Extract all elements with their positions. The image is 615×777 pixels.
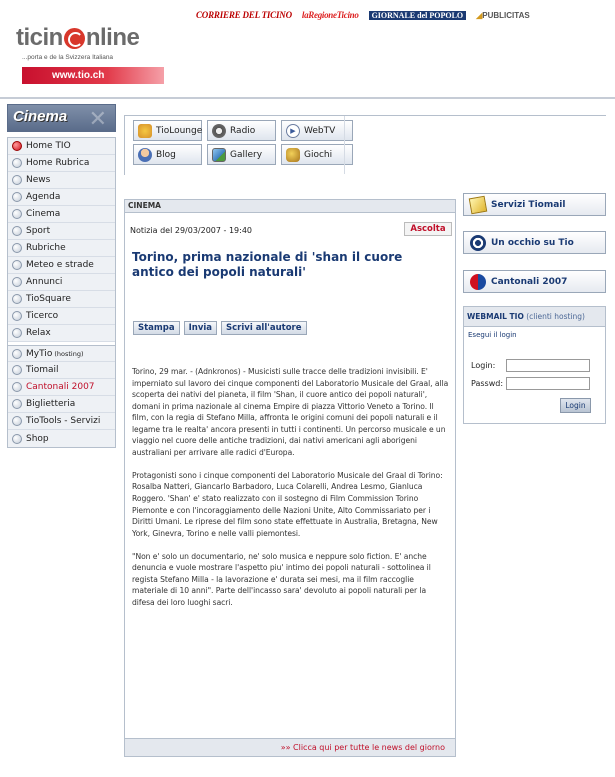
- sidebar-item-tiomail[interactable]: [8, 362, 115, 379]
- section-header-cinema: [7, 104, 116, 132]
- login-input[interactable]: [506, 359, 590, 372]
- send-button[interactable]: Invia: [184, 321, 217, 335]
- sidebar-item-note: (hosting): [54, 349, 84, 358]
- sidebar-item-label: TioTools - Servizi: [26, 416, 101, 426]
- header-divider: [0, 97, 615, 99]
- sidebar-item-sport[interactable]: [8, 223, 115, 240]
- article-paragraph: Torino, 29 mar. - (Adnkronos) - Musicisti sulle tracce delle tradizioni invisibili. E' imperniato sul lavoro dei cinque componenti del Laboratorio Musicale del Graal, alla scoperta dei nativi del pianeta, il film 'Shan, il cuore antico dei popoli naturali', domani in prima nazionale al cinema Empire di piazza Vittorio Veneto a Torino. Il film, con la regia di Stefano Milla, affronta le origini comuni dei popoli naturali e il legame tra le realta' ancora presenti in tutti i continenti. Un percorso musicale e un viaggio nel cuore delle antiche tradizioni, dai nativi americani agli aborigeni australiani per arrivare alle radici d'Europa.: [132, 367, 449, 457]
- partner-corriere-link[interactable]: CORRIERE DEL TICINO: [196, 10, 292, 20]
- sidebar-item-label: Cantonali 2007: [26, 382, 95, 392]
- gallery-label: Gallery: [230, 149, 263, 160]
- gallery-picture-icon: [212, 148, 226, 162]
- cantonali-2007-button[interactable]: [463, 270, 606, 293]
- sidebar-item-tiosquare[interactable]: [8, 291, 115, 308]
- sidebar-item-cinema[interactable]: [8, 206, 115, 223]
- sidebar-item-label: Cinema: [26, 209, 61, 219]
- occhio-su-tio-label: Un occhio su Tio: [491, 237, 574, 248]
- logo-wordmark: [16, 24, 171, 52]
- section-header-label: Cinema: [13, 108, 68, 125]
- listen-button[interactable]: Ascolta: [404, 222, 452, 236]
- webmail-title: WEBMAIL TIO: [467, 312, 524, 321]
- sidebar-item-label: Relax: [26, 328, 51, 338]
- servizi-tiomail-button[interactable]: [463, 193, 606, 216]
- all-news-link[interactable]: »» Clicca qui per tutte le news del giorno: [280, 743, 445, 752]
- site-logo[interactable]: [16, 24, 171, 94]
- radio-button[interactable]: [207, 120, 276, 141]
- sidebar-item-mytio[interactable]: [8, 345, 115, 362]
- sidebar-item-label: Ticerco: [26, 311, 59, 321]
- sidebar-item-label: Rubriche: [26, 243, 66, 253]
- radio-label: Radio: [230, 125, 256, 136]
- giochi-label: Giochi: [304, 149, 333, 160]
- webtv-play-icon: ▶: [286, 124, 300, 138]
- webmail-instructions: Esegui il login: [468, 331, 517, 339]
- publicitas-mark-icon: ◢: [476, 10, 483, 20]
- bullet-icon: [12, 416, 22, 426]
- bullet-icon: [12, 365, 22, 375]
- giochi-puzzle-icon: [286, 148, 300, 162]
- article-footer: [125, 738, 455, 756]
- sidebar-item-relax[interactable]: [8, 325, 115, 342]
- bullet-icon: [12, 192, 22, 202]
- eye-icon: [470, 235, 486, 251]
- services-bar: [124, 115, 606, 175]
- sidebar-item-label: Sport: [26, 226, 51, 236]
- article-paragraph: "Non e' solo un documentario, ne' solo musica e neppure solo fiction. E' anche denuncia e vuole mostrare l'aspetto piu' intimo dei popoli naturali - sottolinea il regista Stefano Milla - la lavorazione e' durata sei mesi, ma il film raccoglie materiale di 10 anni". Parte dell'incasso sara' devoluto ai popoli naturali per la difesa dei loro luoghi sacri.: [132, 551, 431, 607]
- partner-giornale-link[interactable]: GIORNALE del POPOLO: [369, 11, 467, 20]
- sidebar-nav: [7, 137, 116, 448]
- sidebar-item-label: Home Rubrica: [26, 158, 90, 168]
- sidebar-item-label: TioSquare: [26, 294, 71, 304]
- login-label: Login:: [471, 361, 496, 370]
- bullet-icon: [12, 158, 22, 168]
- sidebar-item-news[interactable]: [8, 172, 115, 189]
- article-section-label: CINEMA: [125, 200, 455, 213]
- webtv-button[interactable]: [281, 120, 353, 141]
- logo-text-after: nline: [85, 24, 140, 51]
- webmail-login-box: [463, 306, 606, 424]
- article-actions: [133, 321, 307, 335]
- giochi-button[interactable]: [281, 144, 353, 165]
- logo-at-icon: [64, 28, 85, 49]
- blog-label: Blog: [156, 149, 176, 160]
- radio-icon: [212, 124, 226, 138]
- partner-regione-link[interactable]: laRegioneTicino: [301, 10, 359, 20]
- sidebar-item-rubriche[interactable]: [8, 240, 115, 257]
- sidebar-item-cantonali[interactable]: [8, 379, 115, 396]
- sidebar-item-tiotools[interactable]: [8, 413, 115, 430]
- blog-person-icon: [138, 148, 152, 162]
- bullet-active-icon: [12, 141, 22, 151]
- bullet-icon: [12, 260, 22, 270]
- bullet-icon: [12, 434, 22, 444]
- sidebar-item-label: Agenda: [26, 192, 61, 202]
- tiomail-envelope-icon: [469, 195, 488, 214]
- bullet-icon: [12, 399, 22, 409]
- logo-url: www.tio.ch: [22, 67, 164, 84]
- bullet-icon: [12, 311, 22, 321]
- login-button[interactable]: Login: [560, 398, 591, 413]
- article-date: Notizia del 29/03/2007 - 19:40: [130, 226, 253, 235]
- article-panel: [124, 199, 456, 757]
- bullet-icon: [12, 349, 22, 359]
- sidebar-item-meteo[interactable]: [8, 257, 115, 274]
- sidebar-item-label: Meteo e strade: [26, 260, 94, 270]
- password-label: Passwd:: [471, 379, 504, 388]
- servizi-tiomail-label: Servizi Tiomail: [491, 199, 566, 210]
- sidebar-item-shop[interactable]: [8, 430, 115, 447]
- bullet-icon: [12, 226, 22, 236]
- sidebar-item-label: Biglietteria: [26, 399, 76, 409]
- bullet-icon: [12, 294, 22, 304]
- webmail-note: (clienti hosting): [526, 312, 585, 321]
- sidebar-item-label: News: [26, 175, 51, 185]
- publicitas-label: PUBLICITAS: [482, 10, 530, 20]
- occhio-su-tio-button[interactable]: [463, 231, 606, 254]
- cantonali-2007-label: Cantonali 2007: [491, 276, 568, 287]
- bullet-icon: [12, 243, 22, 253]
- sidebar-item-home-tio[interactable]: [8, 138, 115, 155]
- bullet-icon: [12, 175, 22, 185]
- bullet-icon: [12, 277, 22, 287]
- sidebar-item-label: Home TIO: [26, 141, 71, 151]
- blog-button[interactable]: [133, 144, 202, 165]
- bullet-icon: [12, 209, 22, 219]
- partner-publicitas-link[interactable]: [476, 11, 530, 20]
- sidebar-item-biglietteria[interactable]: [8, 396, 115, 413]
- sidebar-item-agenda[interactable]: [8, 189, 115, 206]
- webtv-label: WebTV: [304, 125, 336, 136]
- article-title: Torino, prima nazionale di 'shan il cuore antico dei popoli naturali': [132, 250, 403, 279]
- sidebar-item-label: Shop: [26, 433, 49, 444]
- bullet-icon: [12, 328, 22, 338]
- password-input[interactable]: [506, 377, 590, 390]
- sidebar-item-label: Tiomail: [26, 365, 59, 375]
- tiolounge-icon: [138, 124, 152, 138]
- article-body: [132, 366, 450, 620]
- logo-tagline: ...porta e de la Svizzera Italiana: [22, 54, 114, 61]
- gallery-button[interactable]: [207, 144, 276, 165]
- sidebar-item-label: Annunci: [26, 277, 63, 287]
- partner-links: [196, 8, 606, 22]
- section-header-x-icon: ✕: [88, 107, 107, 132]
- print-button[interactable]: Stampa: [133, 321, 180, 335]
- sidebar-item-ticerco[interactable]: [8, 308, 115, 325]
- tiolounge-label: TioLounge: [156, 125, 203, 136]
- tiolounge-button[interactable]: [133, 120, 202, 141]
- bullet-icon: [12, 382, 22, 392]
- write-author-button[interactable]: Scrivi all'autore: [221, 321, 307, 335]
- sidebar-item-home-rubrica[interactable]: [8, 155, 115, 172]
- logo-text-before: ticin: [16, 24, 63, 51]
- ticino-flag-icon: [470, 274, 486, 290]
- webmail-header: [464, 307, 605, 327]
- sidebar-item-annunci[interactable]: [8, 274, 115, 291]
- article-paragraph: Protagonisti sono i cinque componenti del Laboratorio Musicale del Graal di Torino: Rosalba Natteri, Giancarlo Barbadoro, Luca Colarelli, Andrea Lesmo, Gianluca Roggero. 'Shan' e' stato realizzato con il sostegno di Film Commission Torino Piemonte e con l'incoraggiamento delle Nazioni Unite, Alto Commissariato per i Diritti Umani. Le riprese del film sono state effettuate in Australia, Bretagna, New York, Ginevra, Torino e nelle valli piemontesi.: [132, 470, 443, 538]
- sidebar-item-label: MyTio: [26, 348, 53, 359]
